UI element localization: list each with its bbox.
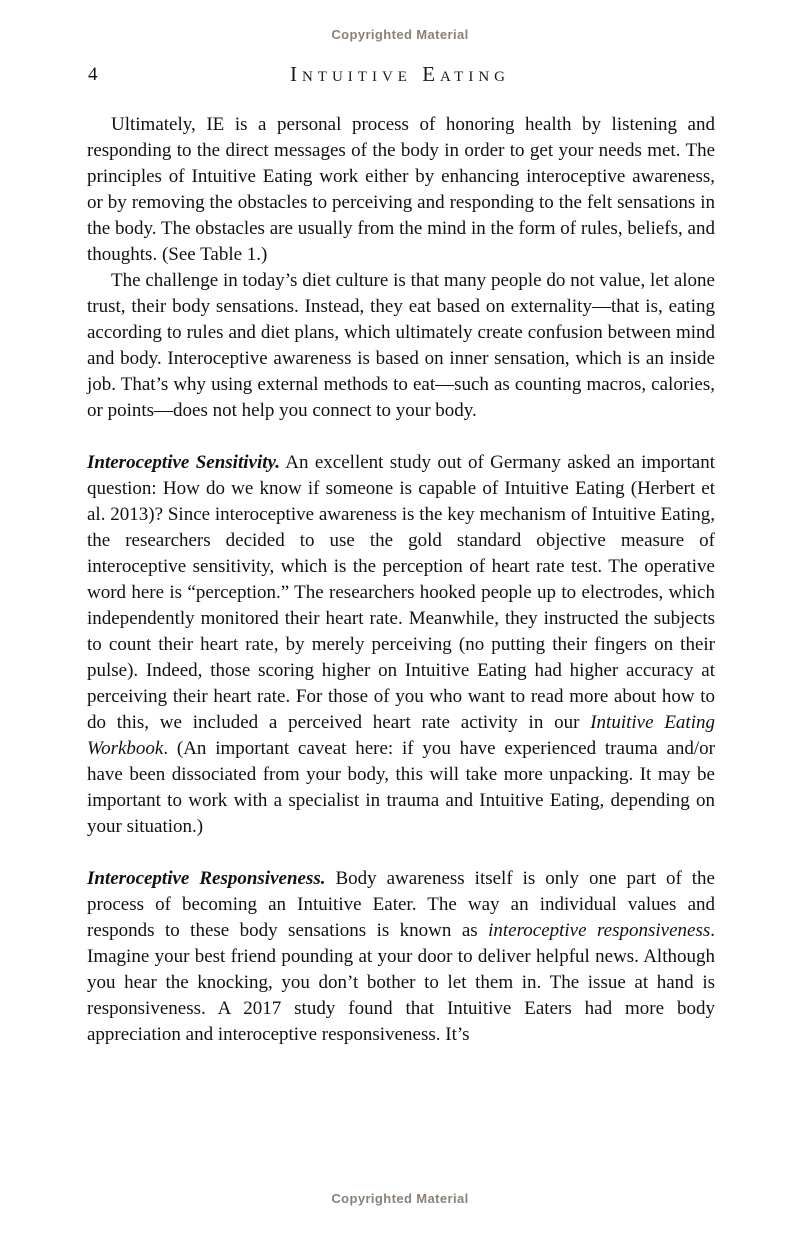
copyright-notice-top: Copyrighted Material (331, 27, 469, 42)
page-number: 4 (88, 64, 98, 85)
paragraph-interoceptive-responsiveness (87, 866, 715, 1048)
running-head: Intuitive Eating (289, 62, 511, 86)
copyright-notice-bottom: Copyrighted Material (331, 1191, 469, 1206)
body-text (87, 112, 715, 1048)
paragraph-text: . (An important caveat here: if you have experienced trauma and/or have been dissociated from your body, this will take more unpacking. It may be important to work with a specialist in trauma and Intuitive Eating, depending on your situation.) (87, 738, 715, 837)
page-header (88, 62, 712, 88)
italic-term: interoceptive responsiveness (488, 920, 711, 941)
paragraph-text: An excellent study out of Germany asked an important question: How do we know if someone is capable of Intuitive Eating (Herbert et al. 2013)? Since interoceptive awareness is the key mechanism of Intuitive Eating, the researchers decided to use the gold standard objective measure of interoceptive sensitivity, which is the perception of heart rate test. The operative word here is “perception.” The researchers hooked people up to electrodes, which independently monitored their heart rate. Meanwhile, they instructed the subjects to count their heart rate, by merely perceiving (no putting their fingers on their pulse). Indeed, those scoring higher on Intuitive Eating had higher accuracy at perceiving their heart rate. For those of you who want to read more about how to do this, we included a perceived heart rate activity in our (87, 452, 715, 733)
section-lead-sensitivity: Interoceptive Sensitivity. (87, 452, 280, 473)
paragraph-text: Body awareness itself is only one part of the process of becoming an Intuitive Eater. The way an individual values and responds to these body sensations is known as (87, 868, 715, 941)
paragraph-intro: Ultimately, IE is a personal process of honoring health by listening and responding to the direct messages of the body in order to get your needs met. The principles of Intuitive Eating work either by enhancing interoceptive awareness, or by removing the obstacles to perceiving and responding to the felt sensations in the body. The obstacles are usually from the mind in the form of rules, beliefs, and thoughts. (See Table 1.) (87, 114, 715, 265)
paragraph-diet-culture: The challenge in today’s diet culture is that many people do not value, let alone trust, their body sensations. Instead, they eat based on externality—that is, eating according to rules and diet plans, which ultimately create confusion between mind and body. Interoceptive awareness is based on inner sensation, which is an inside job. That’s why using external methods to eat—such as counting macros, calories, or points—does not help you connect to your body. (87, 270, 715, 421)
paragraph-interoceptive-sensitivity (87, 450, 715, 840)
italic-book-title: Intuitive Eating Workbook (87, 712, 715, 759)
section-lead-responsiveness: Interoceptive Responsiveness. (87, 868, 326, 889)
paragraph-text: . Imagine your best friend pounding at your door to deliver helpful news. Although you hear the knocking, you don’t bother to let them in. The issue at hand is responsiveness. A 2017 study found that Intuitive Eaters had more body appreciation and interoceptive responsiveness. It’s (87, 920, 715, 1045)
